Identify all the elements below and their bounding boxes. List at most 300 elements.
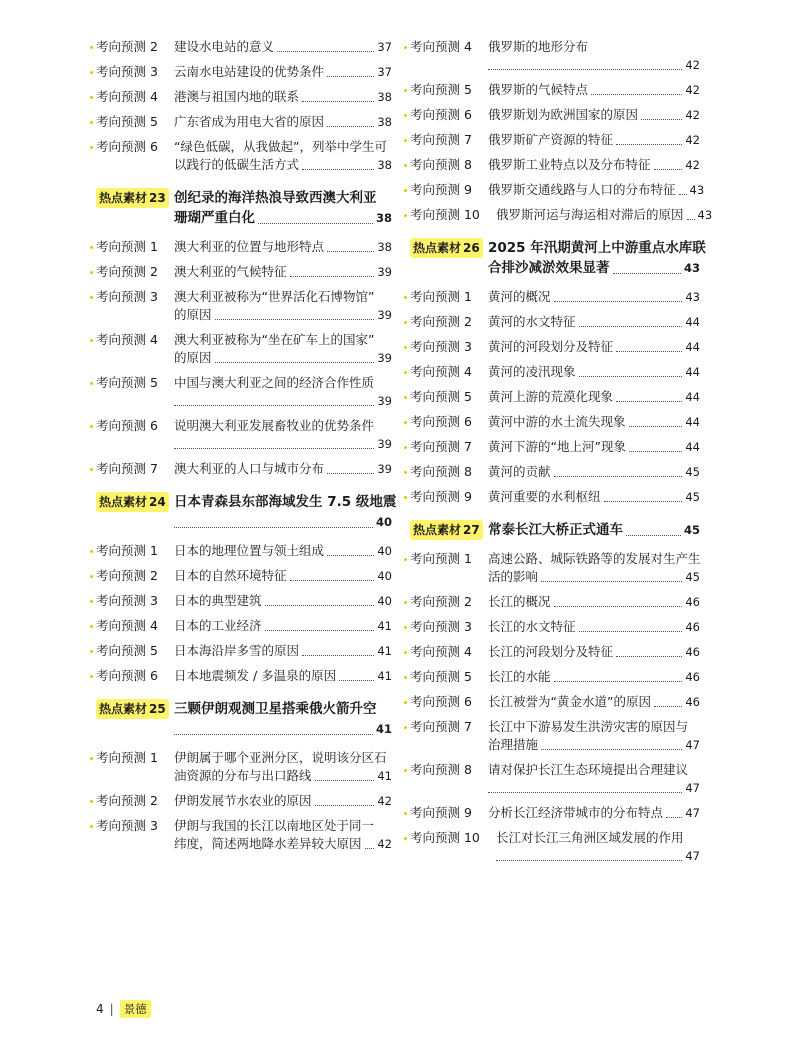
toc-entry-text: 油资源的分布与出口路线 [174,768,312,783]
toc-text-line [174,38,392,56]
toc-entry[interactable] [410,288,700,306]
dot-leader [174,527,373,528]
dot-leader [365,848,375,849]
toc-page-number: 42 [685,108,700,122]
toc-entry[interactable] [410,618,700,636]
toc-entry-body [488,718,700,754]
toc-entry[interactable] [410,206,713,224]
toc-entry-body [174,138,392,174]
toc-entry-body [488,643,700,661]
toc-entry-label: 考向预测 1 [410,551,472,566]
toc-page-number: 41 [377,769,392,783]
hot-topic-title [174,699,392,739]
toc-entry-body [488,313,700,331]
toc-entry[interactable] [410,81,700,99]
bullet-dot-icon [90,71,93,74]
toc-entry-label: 考向预测 6 [96,418,158,433]
hot-topic-badge [410,238,483,258]
toc-entry-text: 伊朗发展节水农业的原因 [174,793,312,808]
toc-page-number: 42 [377,837,392,851]
toc-entry-text: 港澳与祖国内地的联系 [174,89,300,104]
bullet-dot-icon [90,246,93,249]
toc-entry-body [488,438,700,456]
bullet-dot-icon [90,96,93,99]
toc-text-line [496,206,713,224]
toc-entry-body [174,792,392,810]
toc-entry-text: 黄河的河段划分及特征 [488,339,614,354]
toc-text-line [174,208,392,228]
hot-topic-badge [96,492,169,512]
toc-entry[interactable] [410,363,700,381]
toc-text-line [174,492,397,512]
toc-entry-label: 考向预测 8 [410,464,472,479]
toc-entry-text: 合排沙减淤效果显著 [488,260,610,276]
toc-entry[interactable] [410,438,700,456]
toc-text-line [174,460,392,478]
toc-page-number: 39 [377,437,392,451]
toc-page-number: 38 [375,211,392,225]
hot-topic-badge [96,699,169,719]
toc-entry-body [174,749,392,785]
toc-text-line [174,667,392,685]
hot-topic-badge-label: 热点素材 [99,191,148,205]
toc-page-number: 46 [685,645,700,659]
toc-entry-body [174,38,392,56]
toc-entry-label: 考向预测 7 [410,719,472,734]
dot-leader [554,301,683,302]
toc-entry-text: 日本海沿岸多雪的原因 [174,643,300,658]
toc-text-line [488,668,700,686]
toc-entry[interactable] [410,804,700,822]
toc-entry[interactable] [96,617,392,635]
toc-text-line [496,829,700,847]
toc-entry-body [174,113,392,131]
toc-text-line [174,156,392,174]
toc-entry[interactable] [410,668,700,686]
bullet-dot-icon [90,825,93,828]
toc-text-line [174,699,392,719]
toc-entry-text: 长江中下游易发生洪涝灾害的原因与 [488,719,689,734]
toc-entry-label: 考向预测 6 [96,668,158,683]
bullet-dot-icon [404,346,407,349]
toc-page-number: 47 [685,781,700,795]
page-footer [96,1000,151,1018]
toc-entry[interactable] [410,463,700,481]
toc-page-number: 45 [685,490,700,504]
toc-entry-text: 日本的自然环境特征 [174,568,287,583]
toc-entry[interactable] [410,829,700,865]
dot-leader [327,251,374,252]
toc-entry-label: 考向预测 2 [410,314,472,329]
hot-topic-title [488,238,706,278]
bullet-dot-icon [90,46,93,49]
toc-entry-label: 考向预测 10 [410,830,480,845]
toc-entry[interactable] [96,88,392,106]
toc-page-number: 37 [377,65,392,79]
toc-page-number: 43 [697,208,713,222]
toc-entry-text: 广东省成为用电大省的原因 [174,114,325,129]
bullet-dot-icon [90,121,93,124]
dot-leader [215,319,375,320]
toc-entry[interactable] [410,156,700,174]
dot-leader [265,605,375,606]
dot-leader [616,656,682,657]
bullet-dot-icon [90,600,93,603]
bullet-dot-icon [404,189,407,192]
toc-right-column [410,38,713,872]
toc-entry[interactable] [96,749,392,785]
toc-entry-label: 考向预测 9 [410,489,472,504]
toc-entry-text: 黄河下游的“地上河”现象 [488,439,626,454]
toc-text-line [488,338,700,356]
dot-leader [554,606,683,607]
toc-page-number: 43 [689,183,705,197]
hot-topic-title [174,492,397,532]
hot-topic-badge-number: 24 [149,495,166,509]
toc-entry[interactable] [96,417,392,453]
toc-text-line [174,238,392,256]
toc-text-line [174,188,392,208]
toc-entry-body [488,488,700,506]
toc-entry-body [174,817,392,853]
bullet-dot-icon [90,468,93,471]
toc-entry-label: 考向预测 5 [410,669,472,684]
bullet-dot-icon [404,651,407,654]
dot-leader [629,451,682,452]
dot-leader [290,276,375,277]
toc-entry[interactable] [410,413,700,431]
toc-page-number: 46 [685,695,700,709]
toc-entry-label: 考向预测 3 [96,818,158,833]
hot-topic-title [174,188,392,228]
toc-entry[interactable] [410,761,700,797]
toc-text-line [174,113,392,131]
toc-entry[interactable] [96,542,392,560]
bullet-dot-icon [404,296,407,299]
toc-page-number: 39 [377,394,392,408]
hot-topic-badge-label: 热点素材 [99,495,148,509]
toc-text-line [488,643,700,661]
toc-page-number: 44 [685,340,700,354]
toc-page-number: 41 [377,644,392,658]
toc-page-number: 41 [377,619,392,633]
toc-entry-body [488,363,700,381]
toc-text-line [174,767,392,785]
toc-entry[interactable] [96,460,392,478]
toc-left-column [96,38,397,860]
toc-page-number: 42 [685,58,700,72]
toc-entry[interactable] [410,693,700,711]
dot-leader [616,351,682,352]
toc-text-line [174,138,392,156]
toc-entry-text: 俄罗斯交通线路与人口的分布特征 [488,182,676,197]
toc-entry-text: 澳大利亚的人口与城市分布 [174,461,325,476]
toc-entry-body [488,413,700,431]
bullet-dot-icon [404,626,407,629]
dot-leader [327,76,374,77]
toc-entry-text: 俄罗斯矿产资源的特征 [488,132,614,147]
toc-entry[interactable] [96,817,392,853]
dot-leader [215,362,375,363]
toc-entry[interactable] [96,667,392,685]
dot-leader [579,631,683,632]
toc-entry-body [174,63,392,81]
toc-entry[interactable] [410,338,700,356]
bullet-dot-icon [404,446,407,449]
bullet-dot-icon [404,837,407,840]
dot-leader [541,749,682,750]
toc-text-line [174,417,392,435]
page-number: 4 [96,1002,104,1016]
toc-entry[interactable] [410,313,700,331]
toc-text-line [488,288,700,306]
toc-page-number: 42 [685,133,700,147]
bullet-dot-icon [90,625,93,628]
bullet-dot-icon [404,812,407,815]
dot-leader [679,194,687,195]
hot-topic-entry[interactable] [410,520,700,540]
toc-page-number: 47 [685,806,700,820]
bullet-dot-icon [404,726,407,729]
toc-entry-body [488,288,700,306]
toc-entry-text: 建设水电站的意义 [174,39,275,54]
toc-text-line [174,642,392,660]
toc-entry-body [488,804,700,822]
toc-page-number: 42 [685,158,700,172]
toc-page-number: 42 [377,794,392,808]
bullet-dot-icon [404,89,407,92]
toc-entry-label: 考向预测 2 [96,39,158,54]
toc-page-number: 39 [377,308,392,322]
bullet-dot-icon [90,296,93,299]
hot-topic-entry[interactable] [96,492,397,532]
dot-leader [641,119,682,120]
bullet-dot-icon [404,496,407,499]
toc-entry-label: 考向预测 5 [96,114,158,129]
dot-leader [666,817,682,818]
dot-leader [687,219,695,220]
toc-entry-text: 黄河的凌汛现象 [488,364,576,379]
toc-leader-line [174,719,392,739]
bullet-dot-icon [404,396,407,399]
dot-leader [591,94,682,95]
toc-page-number: 40 [377,544,392,558]
toc-entry-body [174,374,392,410]
dot-leader [302,101,374,102]
toc-entry-text: 俄罗斯的气候特点 [488,82,589,97]
dot-leader [626,535,681,536]
toc-entry[interactable] [96,138,392,174]
toc-entry-text: 以践行的低碳生活方式 [174,157,300,172]
toc-entry[interactable] [410,718,700,754]
bullet-dot-icon [404,676,407,679]
toc-entry-label: 考向预测 6 [410,107,472,122]
toc-entry-label: 考向预测 1 [410,289,472,304]
bullet-dot-icon [90,650,93,653]
toc-entry-label: 考向预测 2 [410,594,472,609]
toc-entry-text: 黄河的水文特征 [488,314,576,329]
toc-entry[interactable] [96,374,392,410]
toc-leader-line [174,392,392,410]
toc-entry[interactable] [96,288,392,324]
toc-entry-text: “绿色低碳，从我做起”，列举中学生可 [174,139,387,154]
toc-entry-text: 日本的工业经济 [174,618,262,633]
toc-text-line [488,363,700,381]
toc-text-line [488,131,700,149]
toc-entry-text: 俄罗斯的地形分布 [488,39,589,54]
toc-entry-text: 伊朗与我国的长江以南地区处于同一 [174,818,375,833]
toc-entry-text: 三颗伊朗观测卫星搭乘俄火箭升空 [174,701,377,717]
hot-topic-entry[interactable] [410,238,706,278]
toc-entry-text: 分析长江经济带城市的分布特点 [488,805,664,820]
toc-text-line [174,306,392,324]
toc-entry-label: 考向预测 3 [410,339,472,354]
toc-text-line [488,388,700,406]
toc-text-line [488,38,700,56]
toc-entry-text: 中国与澳大利亚之间的经济合作性质 [174,375,375,390]
toc-text-line [174,835,392,853]
toc-entry[interactable] [96,792,392,810]
toc-entry-body [488,181,705,199]
toc-entry[interactable] [96,642,392,660]
toc-text-line [174,288,392,306]
hot-topic-badge [410,520,483,540]
toc-page-number: 39 [377,462,392,476]
toc-text-line [488,618,700,636]
toc-entry[interactable] [96,263,392,281]
toc-text-line [488,313,700,331]
toc-text-line [174,349,392,367]
toc-entry-text: 的原因 [174,307,212,322]
bullet-dot-icon [90,550,93,553]
toc-entry[interactable] [96,63,392,81]
toc-text-line [174,263,392,281]
toc-text-line [488,238,706,258]
hot-topic-entry[interactable] [96,188,392,228]
bullet-dot-icon [404,601,407,604]
toc-entry-body [174,238,392,256]
toc-leader-line [488,779,700,797]
toc-entry-label: 考向预测 9 [410,805,472,820]
toc-page-number: 44 [685,440,700,454]
toc-entry-label: 考向预测 1 [96,750,158,765]
toc-entry-label: 考向预测 6 [410,694,472,709]
dot-leader [616,144,682,145]
toc-page-number: 46 [685,595,700,609]
bullet-dot-icon [90,757,93,760]
toc-page-number: 41 [375,722,392,736]
toc-entry-body [174,417,392,453]
toc-entry-text: 伊朗属于哪个亚洲分区，说明该分区石 [174,750,387,765]
toc-entry-label: 考向预测 8 [410,157,472,172]
toc-entry[interactable] [410,106,700,124]
toc-entry-body [496,206,713,224]
toc-page-number: 40 [377,569,392,583]
toc-text-line [174,817,392,835]
toc-entry-label: 考向预测 2 [96,793,158,808]
toc-entry[interactable] [96,567,392,585]
toc-page-number: 42 [685,83,700,97]
toc-page-number: 37 [377,40,392,54]
hot-topic-badge-number: 27 [463,523,480,537]
toc-entry-text: 黄河的贡献 [488,464,551,479]
bullet-dot-icon [90,675,93,678]
toc-entry-text: 黄河中游的水土流失现象 [488,414,626,429]
dot-leader [579,376,683,377]
toc-entry[interactable] [410,550,700,586]
toc-entry-text: 日本青森县东部海域发生 7.5 级地震 [174,494,397,510]
toc-leader-line [174,435,392,453]
toc-page-number: 44 [685,365,700,379]
toc-entry[interactable] [410,593,700,611]
toc-entry-text: 纬度，简述两地降水差异较大原因 [174,836,362,851]
bullet-dot-icon [404,769,407,772]
toc-entry[interactable] [96,331,392,367]
toc-entry[interactable] [410,131,700,149]
toc-entry[interactable] [96,238,392,256]
toc-page-number: 39 [377,265,392,279]
toc-entry[interactable] [410,643,700,661]
toc-entry-label: 考向预测 3 [96,593,158,608]
toc-entry[interactable] [96,113,392,131]
toc-entry-text: 请对保护长江生态环境提出合理建议 [488,762,689,777]
toc-page-number: 40 [375,515,392,529]
toc-entry-body [488,668,700,686]
hot-topic-badge-label: 热点素材 [99,702,148,716]
toc-entry[interactable] [410,181,705,199]
toc-entry[interactable] [410,488,700,506]
toc-entry-label: 考向预测 5 [410,389,472,404]
toc-entry[interactable] [96,38,392,56]
toc-page-number: 38 [377,240,392,254]
toc-text-line [488,520,700,540]
toc-entry-body [488,38,700,74]
dot-leader [654,169,683,170]
toc-entry-label: 考向预测 4 [410,39,472,54]
toc-entry-text: 长江的河段划分及特征 [488,644,614,659]
hot-topic-entry[interactable] [96,699,392,739]
dot-leader [496,860,682,861]
toc-text-line [174,63,392,81]
dot-leader [302,655,374,656]
toc-entry[interactable] [410,38,700,74]
toc-entry-label: 考向预测 8 [410,762,472,777]
dot-leader [174,448,374,449]
toc-text-line [488,593,700,611]
toc-entry-body [488,761,700,797]
toc-leader-line [496,847,700,865]
toc-entry[interactable] [96,592,392,610]
bullet-dot-icon [90,800,93,803]
toc-text-line [488,550,700,568]
dot-leader [327,126,374,127]
toc-entry-text: 长江的水能 [488,669,551,684]
toc-text-line [488,736,700,754]
toc-page-number: 45 [685,465,700,479]
toc-entry-text: 俄罗斯工业特点以及分布特征 [488,157,651,172]
hot-topic-badge-number: 25 [149,702,166,716]
dot-leader [488,69,682,70]
toc-entry-body [174,667,392,685]
hot-topic-badge-label: 热点素材 [413,241,462,255]
toc-entry-body [488,463,700,481]
toc-entry[interactable] [410,388,700,406]
toc-text-line [174,592,392,610]
bullet-dot-icon [90,382,93,385]
dot-leader [265,630,375,631]
toc-entry-text: 黄河上游的荒漠化现象 [488,389,614,404]
toc-leader-line [174,512,392,532]
